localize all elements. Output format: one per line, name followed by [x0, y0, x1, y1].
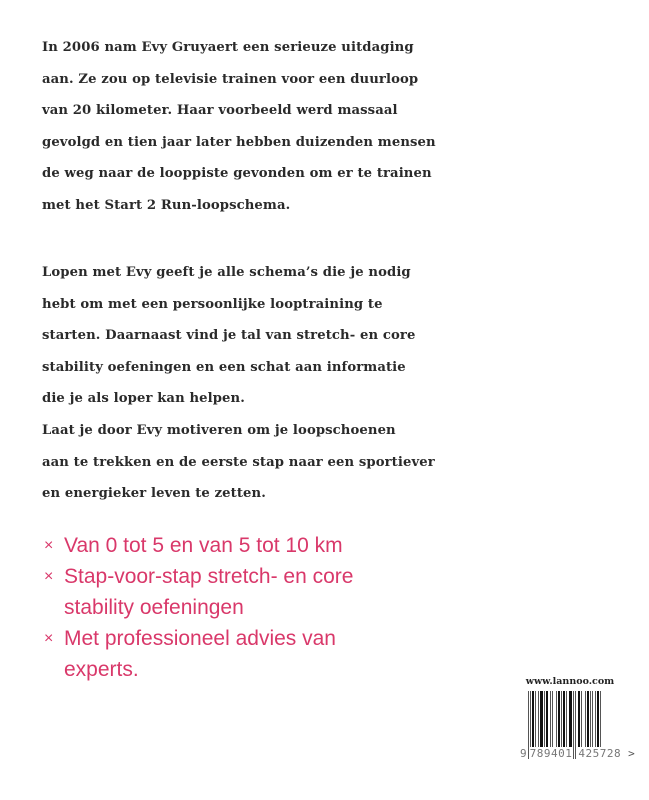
feature-text: experts. — [64, 658, 139, 681]
isbn-first-digit: 9 — [520, 747, 527, 760]
feature-text: Met professioneel advies van — [64, 627, 336, 650]
text-line: van 20 kilometer. Haar voorbeeld werd massaal — [42, 103, 398, 119]
text-line: die je als loper kan helpen. — [42, 391, 245, 407]
feature-text: stability oefeningen — [64, 596, 244, 619]
text-line: met het Start 2 Run-loopschema. — [42, 197, 291, 213]
barcode-arrow-icon: > — [628, 747, 635, 760]
text-line: hebt om met een persoonlijke looptraining te — [42, 296, 383, 312]
feature-list — [44, 530, 444, 685]
description-paragraph-1 — [42, 37, 436, 227]
publisher-url: www.lannoo.com — [525, 676, 615, 687]
text-line: Lopen met Evy geeft je alle schema’s die je nodig — [42, 265, 411, 280]
feature-item — [44, 561, 444, 623]
isbn-group-1: 789401 — [529, 747, 573, 760]
text-line: gevolgd en tien jaar later hebben duizenden mensen — [42, 134, 436, 150]
cross-bullet-icon: × — [44, 537, 54, 554]
text-line: Laat je door Evy motiveren om je loopschoenen — [42, 422, 396, 438]
feature-item — [44, 530, 444, 561]
cross-bullet-icon: × — [44, 568, 54, 585]
barcode-area — [520, 676, 635, 760]
feature-item — [44, 623, 444, 685]
text-line: starten. Daarnaast vind je tal van stretch- en core — [42, 328, 416, 344]
feature-text: Stap-voor-stap stretch- en core — [64, 565, 354, 588]
feature-text: Van 0 tot 5 en van 5 tot 10 km — [64, 534, 343, 557]
text-line: aan te trekken en de eerste stap naar een sportiever — [42, 454, 435, 470]
description-paragraph-2 — [42, 262, 435, 515]
isbn-group-2: 425728 — [578, 747, 622, 760]
text-line: stability oefeningen en een schat aan informatie — [42, 359, 406, 375]
text-line: en energieker leven te zetten. — [42, 486, 266, 502]
text-line: In 2006 nam Evy Gruyaert een serieuze uitdaging — [42, 40, 414, 55]
cross-bullet-icon: × — [44, 630, 54, 647]
text-line: de weg naar de looppiste gevonden om er te trainen — [42, 166, 432, 182]
text-line: aan. Ze zou op televisie trainen voor een duurloop — [42, 71, 419, 87]
